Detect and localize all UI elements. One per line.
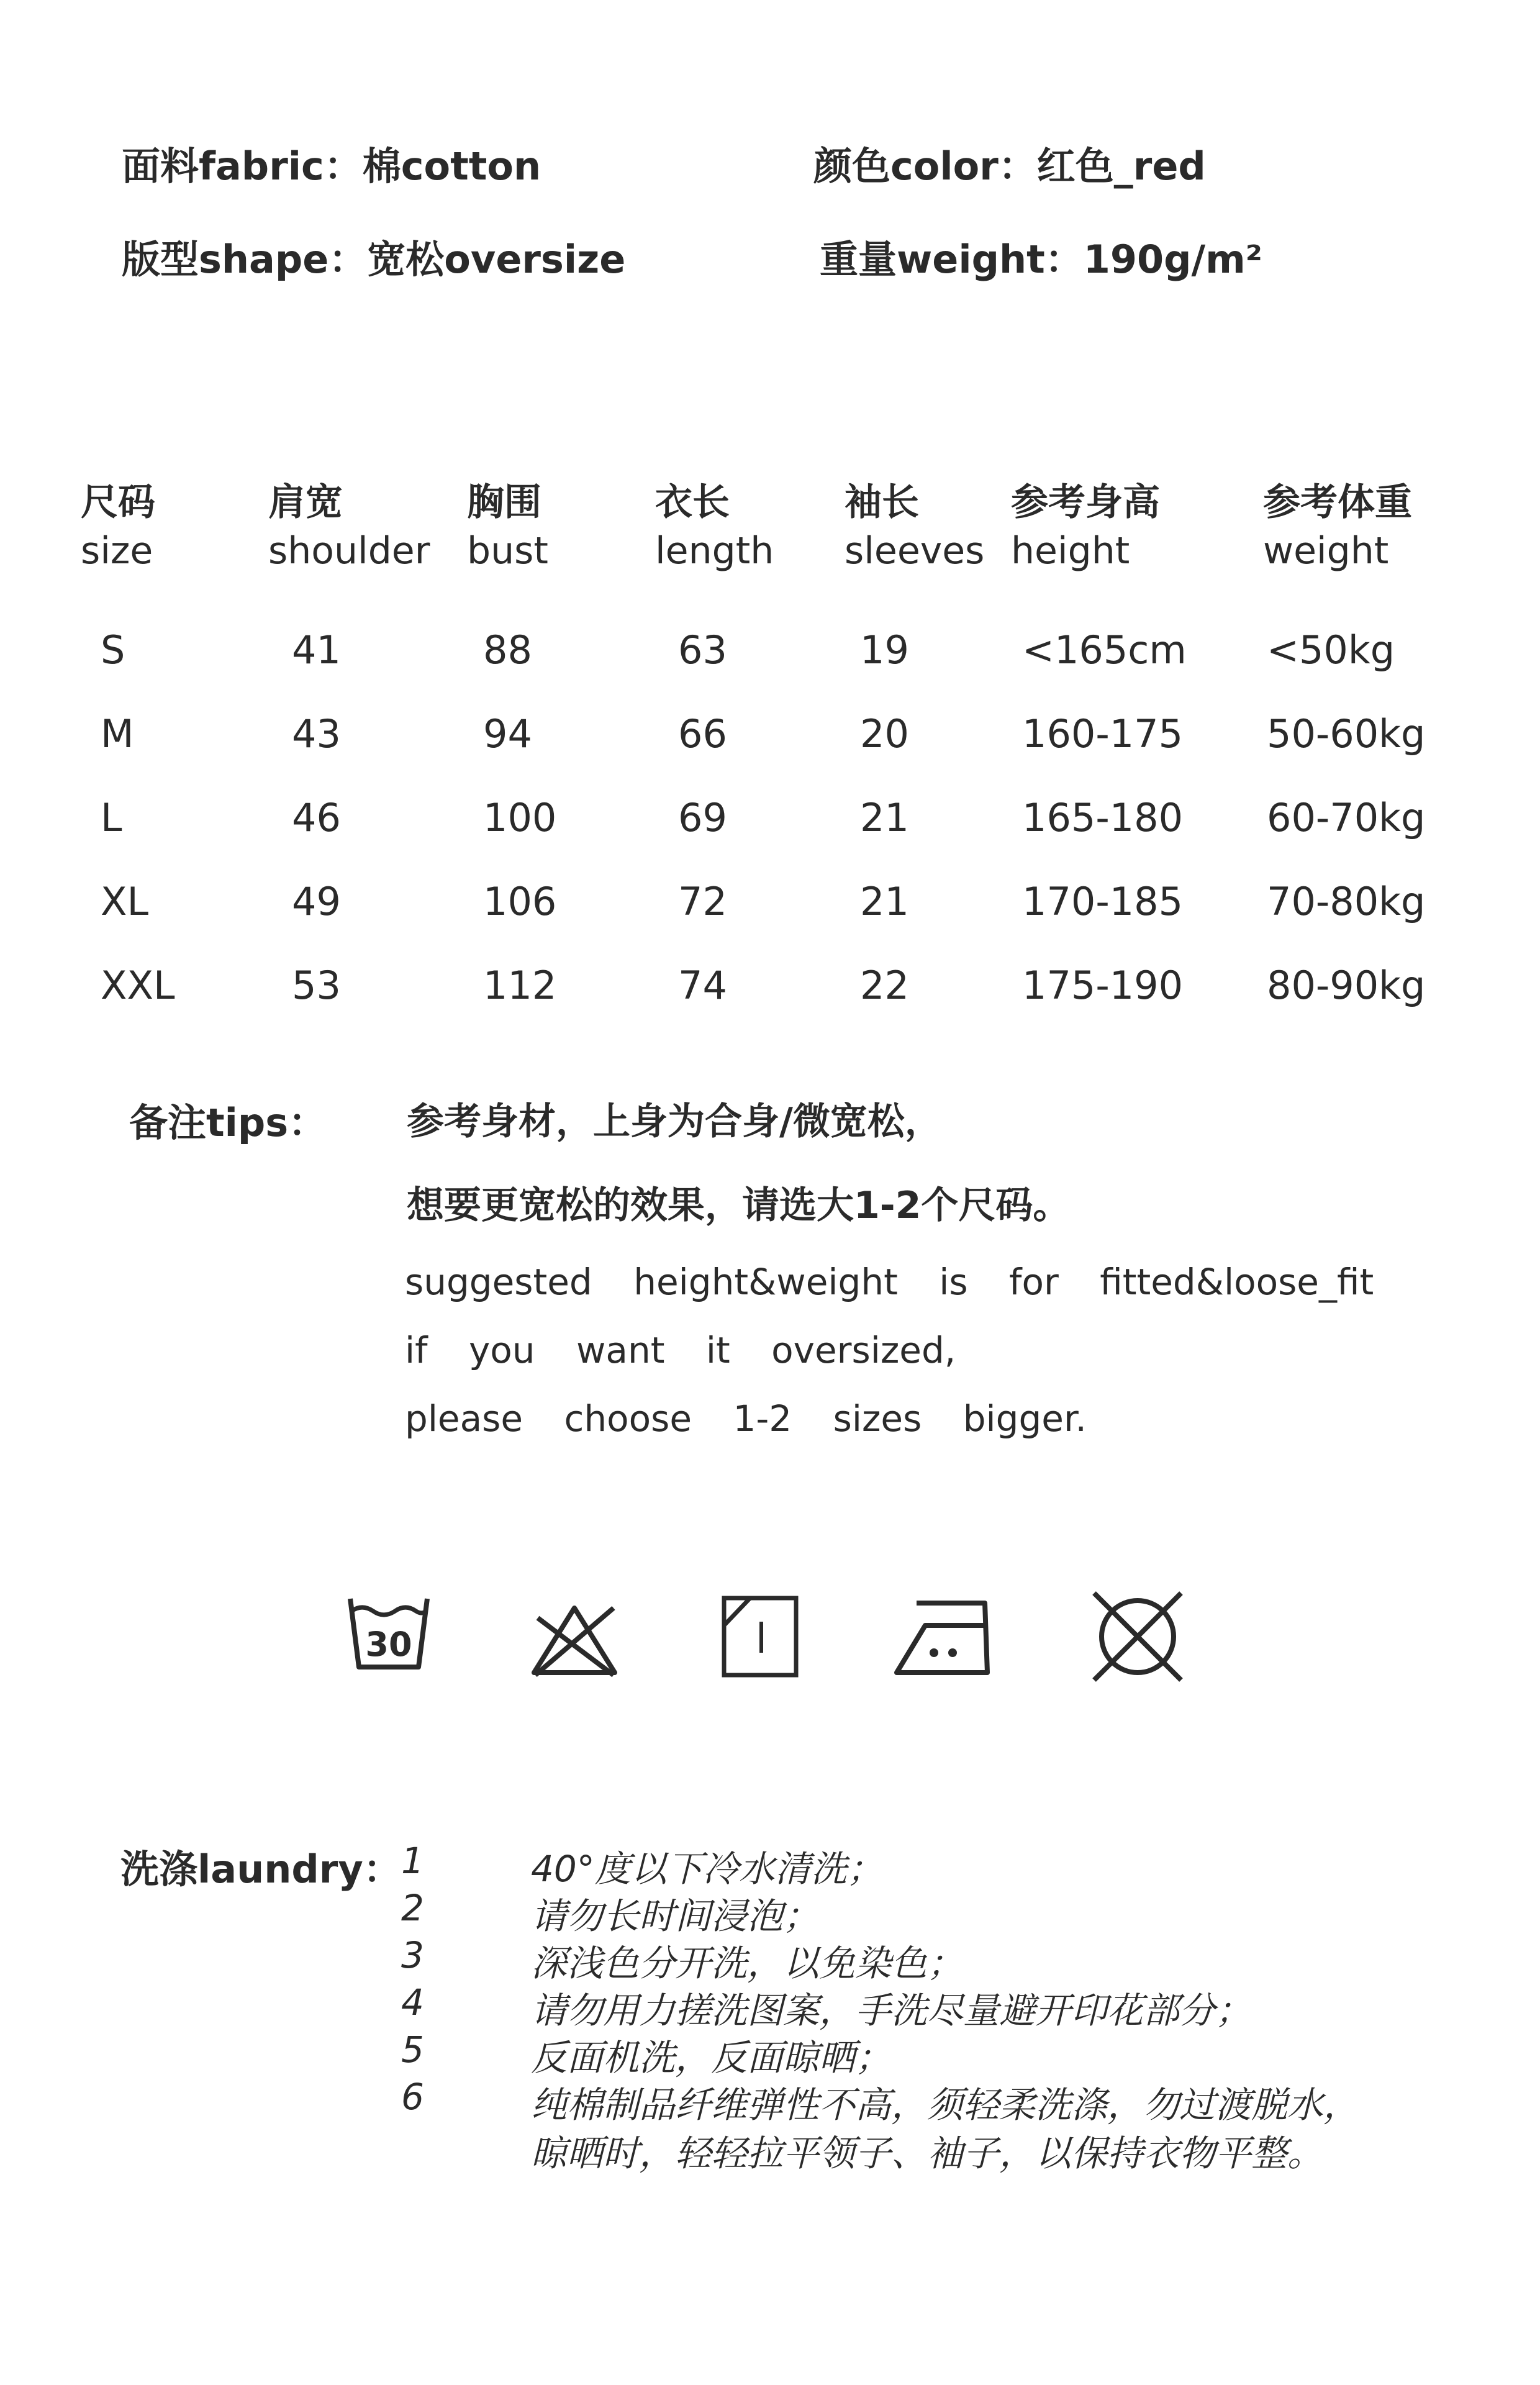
cell-shoulder: 53 <box>292 963 341 1008</box>
laundry-num-6: 6 <box>401 2076 424 2118</box>
cell-size: XL <box>101 879 149 924</box>
cell-height: 160-175 <box>1022 711 1184 756</box>
cell-bust: 112 <box>483 963 557 1008</box>
cell-bust: 106 <box>483 879 557 924</box>
wash-temp-label: 30 <box>365 1625 412 1664</box>
cell-weight: 50-60kg <box>1267 711 1426 756</box>
header-bust-cn: 胸围 <box>467 481 541 524</box>
cell-length: 66 <box>678 711 727 756</box>
laundry-num-5: 5 <box>401 2028 424 2071</box>
cell-weight: 70-80kg <box>1267 879 1426 924</box>
cell-height: <165cm <box>1022 627 1187 673</box>
cell-bust: 88 <box>483 627 532 673</box>
laundry-item-6-cont: 晾晒时，轻轻拉平领子、袖子，以保持衣物平整。 <box>531 2132 1324 2174</box>
shape-spec: 版型shape：宽松oversize <box>122 237 626 282</box>
cell-size: L <box>101 795 122 840</box>
header-shoulder <box>268 478 430 575</box>
no-tumble-dry-icon <box>1088 1587 1187 1686</box>
cell-sleeves: 19 <box>860 627 909 673</box>
tip-line-1: 参考身材，上身为合身/微宽松， <box>407 1100 942 1143</box>
laundry-item-3: 深浅色分开洗，以免染色； <box>531 1942 964 1984</box>
tip-line-3: suggested height&weight is for fitted&loose_fit <box>405 1261 1374 1303</box>
cell-weight: <50kg <box>1267 627 1395 673</box>
laundry-item-4: 请勿用力搓洗图案，手洗尽量避开印花部分； <box>531 1989 1252 2032</box>
fabric-spec: 面料fabric：棉cotton <box>122 143 541 189</box>
cell-shoulder: 49 <box>292 879 341 924</box>
header-bust-en: bust <box>467 529 548 573</box>
line-dry-icon <box>720 1593 801 1680</box>
cell-shoulder: 43 <box>292 711 341 756</box>
laundry-item-5: 反面机洗，反面晾晒； <box>531 2037 892 2079</box>
tip-line-2: 想要更宽松的效果，请选大1-2个尺码。 <box>407 1184 1071 1227</box>
header-weight <box>1263 478 1412 575</box>
header-height-cn: 参考身高 <box>1011 481 1160 524</box>
cell-sleeves: 20 <box>860 711 909 756</box>
cell-shoulder: 46 <box>292 795 341 840</box>
cell-bust: 94 <box>483 711 532 756</box>
header-sleeves <box>845 478 984 575</box>
laundry-num-3: 3 <box>401 1934 424 1976</box>
laundry-num-2: 2 <box>401 1887 424 1929</box>
header-sleeves-cn: 袖长 <box>845 481 919 524</box>
cell-weight: 80-90kg <box>1267 963 1426 1008</box>
header-weight-en: weight <box>1263 529 1389 573</box>
header-sleeves-en: sleeves <box>845 529 985 573</box>
tip-line-5: please choose 1-2 sizes bigger. <box>405 1397 1087 1440</box>
laundry-item-1: 40°度以下冷水清洗； <box>531 1848 883 1890</box>
header-length-cn: 衣长 <box>655 481 730 524</box>
header-height <box>1011 478 1160 575</box>
weight-spec: 重量weight：190g/m² <box>820 237 1262 282</box>
cell-sleeves: 22 <box>860 963 909 1008</box>
cell-shoulder: 41 <box>292 627 341 673</box>
header-bust <box>467 478 548 575</box>
cell-sleeves: 21 <box>860 795 909 840</box>
cell-height: 175-190 <box>1022 963 1184 1008</box>
cell-weight: 60-70kg <box>1267 795 1426 840</box>
header-shoulder-en: shoulder <box>268 529 430 573</box>
cell-size: S <box>101 627 125 673</box>
cell-size: XXL <box>101 963 175 1008</box>
no-bleach-icon <box>528 1599 621 1680</box>
header-height-en: height <box>1011 529 1130 573</box>
header-length-en: length <box>655 529 774 573</box>
laundry-item-2: 请勿长时间浸泡； <box>531 1895 820 1937</box>
color-spec: 颜色color：红色_red <box>813 143 1206 189</box>
laundry-item-6: 纯棉制品纤维弹性不高，须轻柔洗涤，勿过渡脱水， <box>531 2084 1360 2126</box>
cell-height: 165-180 <box>1022 795 1184 840</box>
cell-length: 69 <box>678 795 727 840</box>
header-weight-cn: 参考体重 <box>1263 481 1412 524</box>
laundry-label: 洗涤laundry： <box>120 1847 402 1892</box>
wash-30-icon <box>345 1590 432 1677</box>
header-size <box>81 478 155 575</box>
header-size-cn: 尺码 <box>81 481 155 524</box>
header-size-en: size <box>81 529 153 573</box>
cell-length: 74 <box>678 963 727 1008</box>
cell-bust: 100 <box>483 795 557 840</box>
tip-line-4: if you want it oversized, <box>405 1329 956 1371</box>
laundry-num-1: 1 <box>401 1840 424 1882</box>
cell-length: 72 <box>678 879 727 924</box>
cell-sleeves: 21 <box>860 879 909 924</box>
cell-height: 170-185 <box>1022 879 1184 924</box>
cell-length: 63 <box>678 627 727 673</box>
header-length <box>655 478 774 575</box>
iron-medium-icon <box>892 1593 997 1680</box>
laundry-num-4: 4 <box>401 1981 424 2024</box>
tips-label: 备注tips： <box>129 1100 327 1145</box>
header-shoulder-cn: 肩宽 <box>268 481 343 524</box>
cell-size: M <box>101 711 134 756</box>
